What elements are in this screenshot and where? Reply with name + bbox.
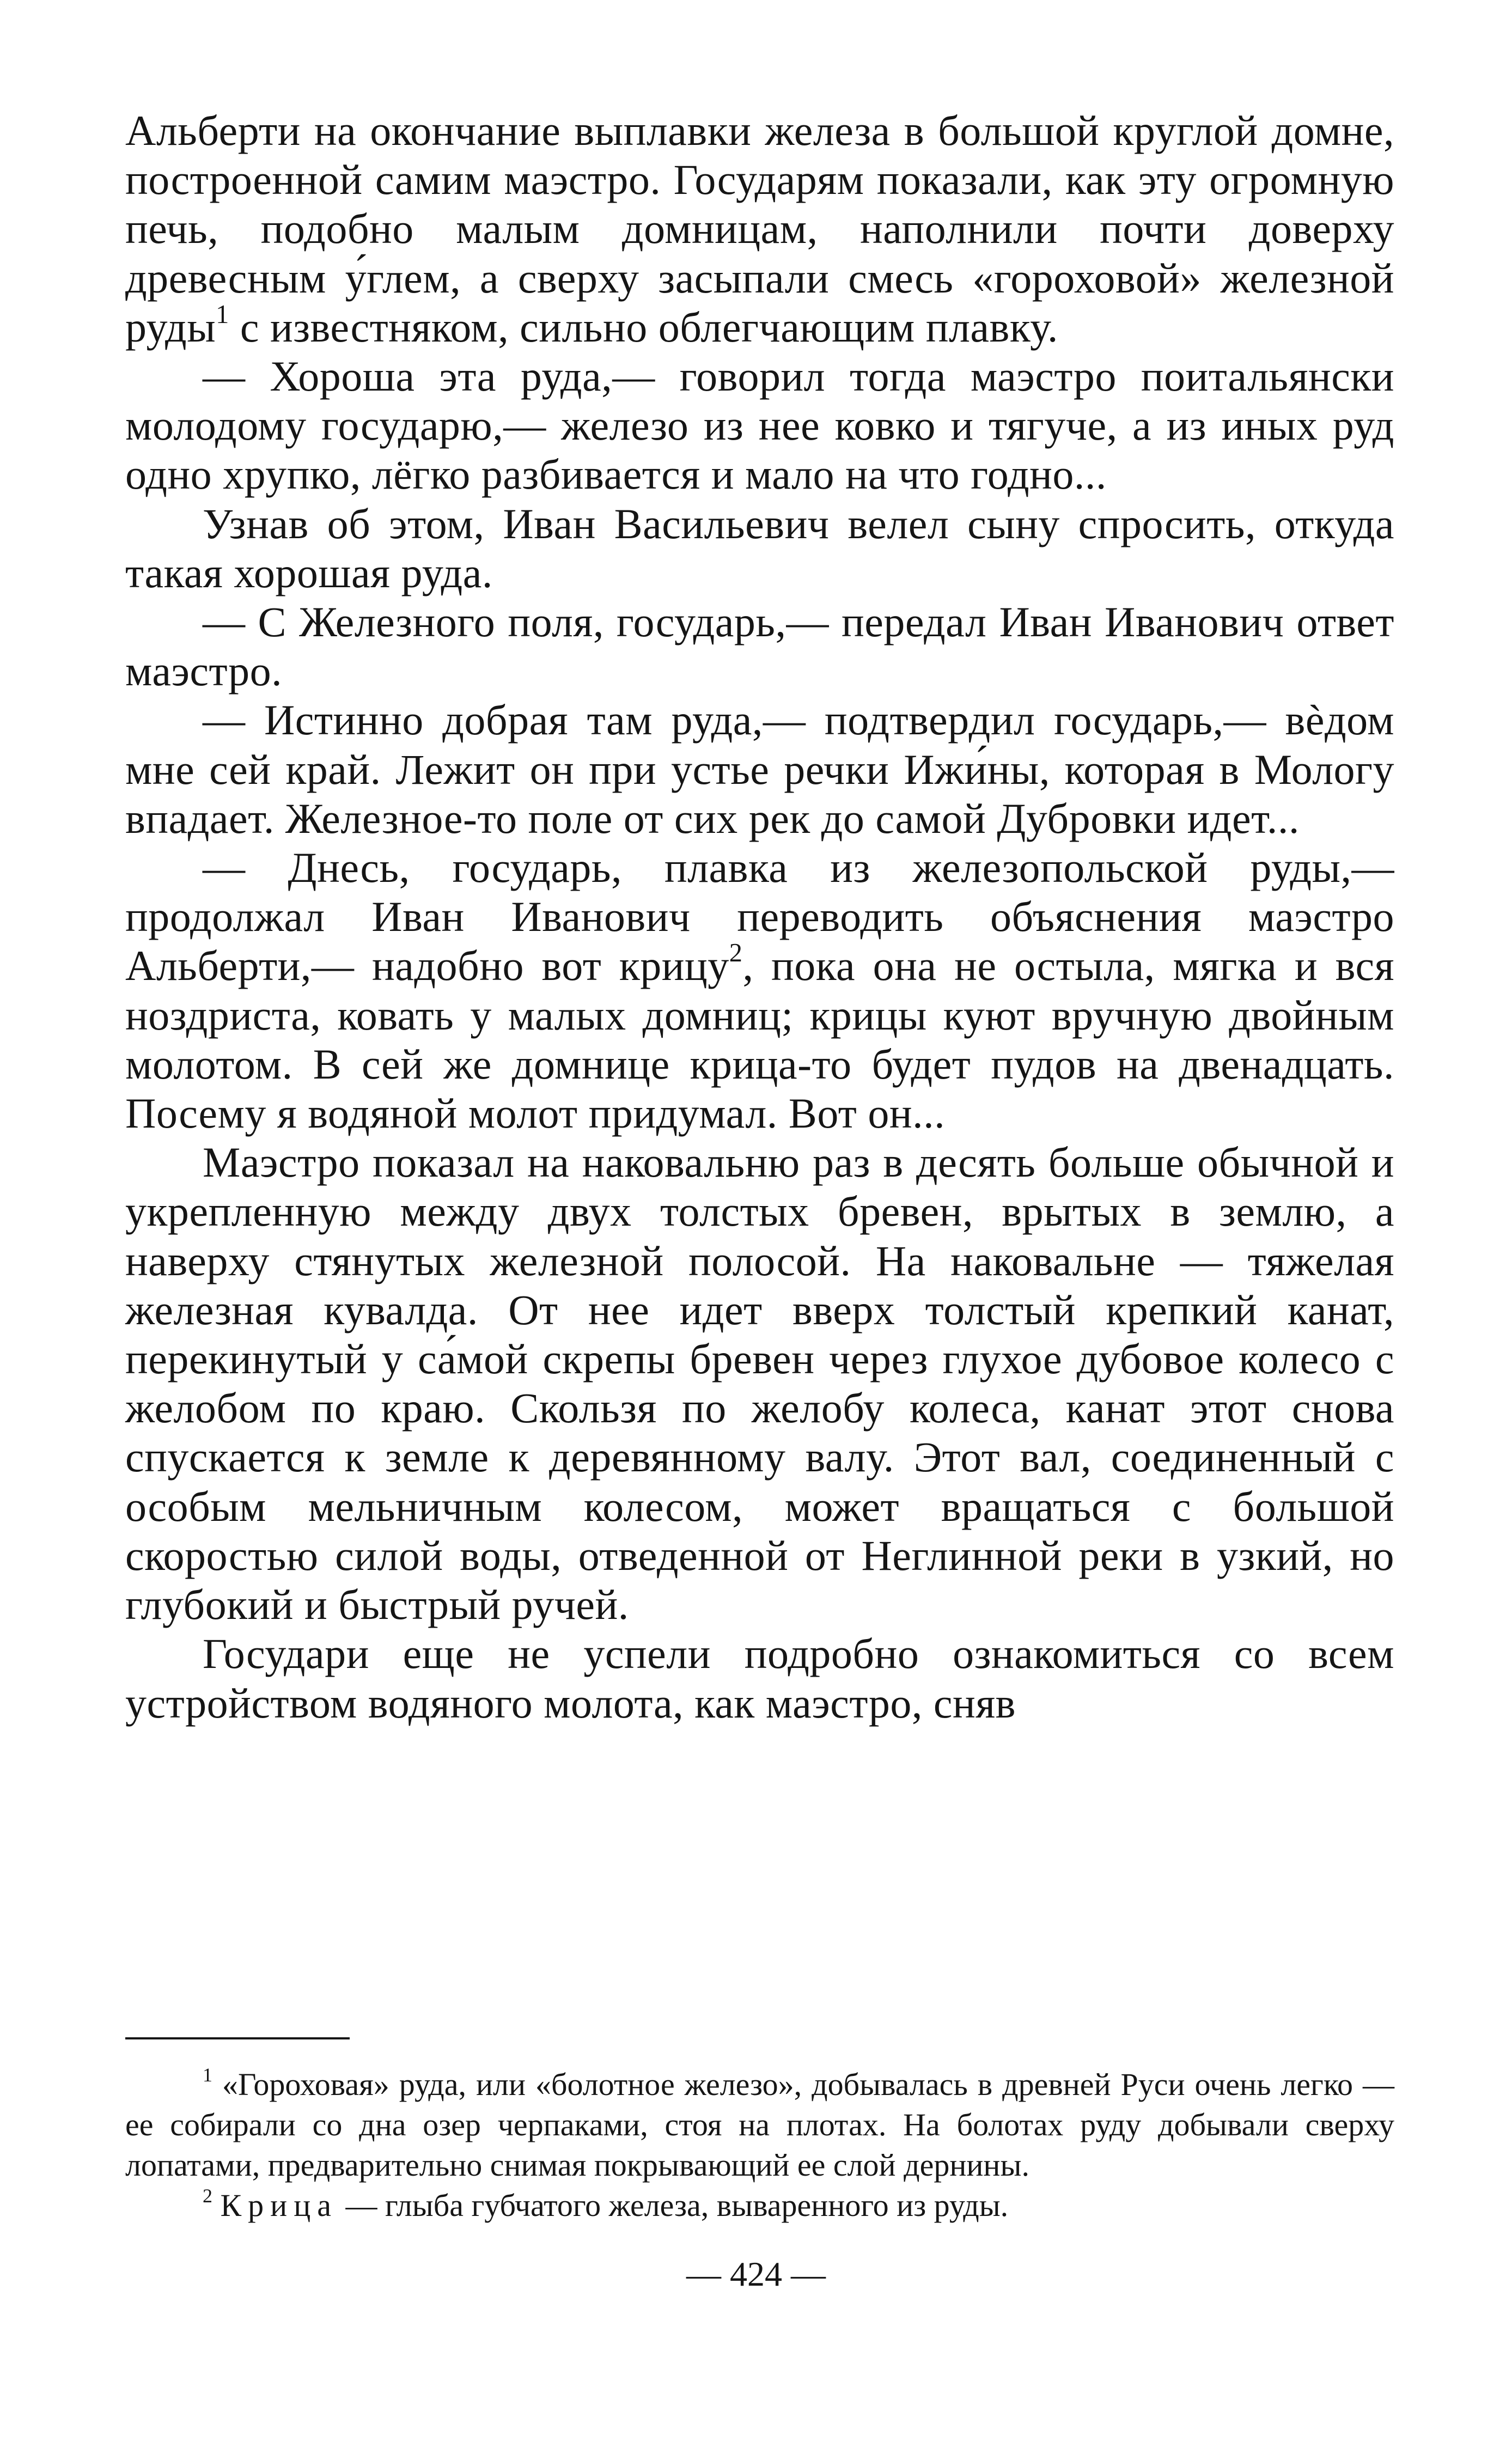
footnote-text: — глыба губчатого железа, вываренного из руды. (338, 2188, 1009, 2223)
paragraph: Маэстро показал на наковальню раз в десять больше обычной и укрепленную между двух толстых бревен, врытых в землю, а наверху стянутых железной полосой. На наковальне — тяжелая железная кувалда. От нее идет вверх толстый крепкий канат, перекинутый у са́мой скрепы бревен через глухое дубовое колесо с желобом по краю. Скользя по желобу колеса, канат этот снова спускается к земле к деревянному валу. Этот вал, соединенный с особым мельничным колесом, может вращаться с большой скоростью силой воды, отведенной от Неглинной реки в узкий, но глубокий и быстрый ручей. (125, 1138, 1394, 1629)
footnote (125, 2185, 1394, 2226)
paragraph: Государи еще не успели подробно ознакомиться со всем устройством водяного молота, как маэстро, сняв (125, 1630, 1394, 1727)
paragraph (125, 843, 1394, 1138)
paragraph-text: , пока она не остыла, мягка и вся ноздриста, ковать у малых домниц; крицы куют вручную двойным молотом. В сей же домнице крица-то будет пудов на двенадцать. Посему я водяной молот придумал. Вот он... (125, 942, 1394, 1137)
paragraph: — Истинно добрая там руда,— подтвердил государь,— вѐдом мне сей край. Лежит он при устье речки Ижи́ны, которая в Мологу впадает. Железное-то поле от сих рек до самой Дубровки идет... (125, 696, 1394, 842)
paragraph-text: с известняком, сильно облегчающим плавку. (240, 303, 1058, 351)
main-text (125, 106, 1394, 1728)
paragraph: — Хороша эта руда,— говорил тогда маэстро поитальянски молодому государю,— железо из нее ковко и тягуче, а из иных руд одно хрупко, лёгко разбивается и мало на что годно... (125, 352, 1394, 498)
footnote (125, 2065, 1394, 2185)
paragraph: Узнав об этом, Иван Васильевич велел сыну спросить, откуда такая хорошая руда. (125, 500, 1394, 596)
paragraph: — С Железного поля, государь,— передал Иван Иванович ответ маэстро. (125, 598, 1394, 695)
footnote-mark: 1 (203, 2063, 212, 2086)
footnote-mark: 2 (729, 939, 743, 968)
footnote-separator (125, 2037, 350, 2039)
paragraph-text: — Днесь, государь, плавка из железопольской руды,— продолжал Иван Иванович переводить объяснения маэстро Альберти,— надобно вот крицу (125, 844, 1394, 990)
footnote-mark: 2 (203, 2184, 212, 2207)
footnote-mark: 1 (216, 300, 229, 329)
footnote-text: «Гороховая» руда, или «болотное железо», добывалась в древней Руси очень легко — ее собирали со дна озер черпаками, стоя на плотах. На болотах руду добывали сверху лопатами, предварительно снимая покрывающий ее слой дернины. (125, 2067, 1395, 2183)
book-page (125, 106, 1394, 1728)
footnotes (125, 2065, 1394, 2226)
paragraph-text: Альберти на окончание выплавки железа в большой круглой домне, построенной самим маэстро. Государям показали, как эту огромную печь, подобно малым домницам, наполнили почти доверху древесным у́глем, а сверху засыпали смесь «гороховой» железной руды (125, 107, 1394, 351)
page-number: — 424 — (686, 2255, 826, 2293)
footnote-term: Крица (220, 2188, 338, 2223)
paragraph (125, 106, 1394, 352)
